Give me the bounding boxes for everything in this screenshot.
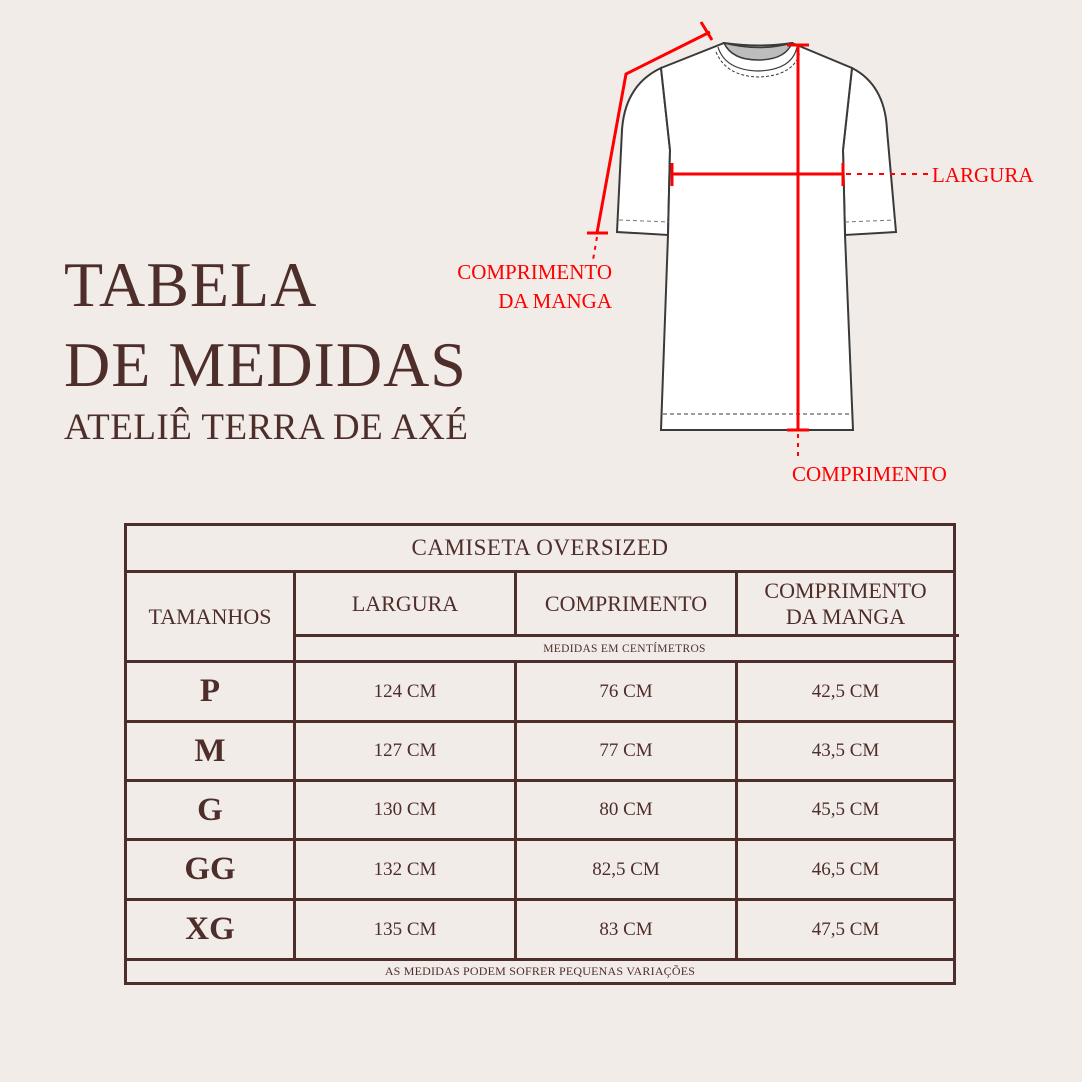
page-title-line2: DE MEDIDAS [64, 329, 467, 400]
size-cell: M [194, 732, 226, 769]
width-cell: 135 CM [373, 918, 437, 940]
column-header-width: LARGURA [351, 590, 459, 616]
unit-note: MEDIDAS EM CENTÍMETROS [543, 642, 706, 655]
measurement-diagram [0, 0, 1082, 500]
length-cell: 83 CM [599, 918, 653, 940]
brand-name: ATELIÊ TERRA DE AXÉ [64, 407, 469, 448]
column-header-sleeve-line2: DA MANGA [785, 603, 906, 629]
sleeve-cell: 42,5 CM [811, 680, 880, 702]
column-header-sleeve [738, 573, 953, 634]
footer-note: AS MEDIDAS PODEM SOFRER PEQUENAS VARIAÇÕES [384, 964, 696, 978]
sleeve-length-label-line1: COMPRIMENTO [457, 260, 612, 284]
length-cell: 76 CM [599, 680, 653, 702]
column-header-sizes: TAMANHOS [148, 603, 272, 629]
sleeve-cell: 45,5 CM [811, 799, 880, 820]
column-header-length: COMPRIMENTO [544, 590, 708, 616]
sleeve-cell: 47,5 CM [811, 918, 880, 940]
size-cell: XG [185, 911, 235, 947]
column-header-sleeve-line1: COMPRIMENTO [764, 577, 927, 603]
page-title-line1: TABELA [64, 249, 318, 320]
length-cell: 82,5 CM [592, 858, 660, 880]
tshirt-outline-icon [0, 0, 1082, 500]
sleeve-cell: 43,5 CM [811, 740, 880, 761]
width-cell: 127 CM [373, 740, 437, 761]
width-cell: 130 CM [373, 799, 437, 820]
length-cell: 77 CM [599, 740, 653, 761]
sleeve-cell: 46,5 CM [811, 858, 880, 880]
size-cell: GG [184, 851, 236, 887]
size-cell: P [199, 673, 221, 709]
size-table [124, 523, 956, 985]
size-cell: G [197, 791, 223, 828]
width-cell: 124 CM [373, 680, 437, 702]
width-cell: 132 CM [373, 858, 437, 880]
table-title: CAMISETA OVERSIZED [411, 535, 669, 560]
sleeve-length-label [420, 258, 612, 316]
length-cell: 80 CM [599, 799, 653, 820]
width-label: LARGURA [932, 163, 1034, 187]
length-label: COMPRIMENTO [792, 462, 947, 486]
sleeve-length-label-line2: DA MANGA [498, 289, 612, 313]
